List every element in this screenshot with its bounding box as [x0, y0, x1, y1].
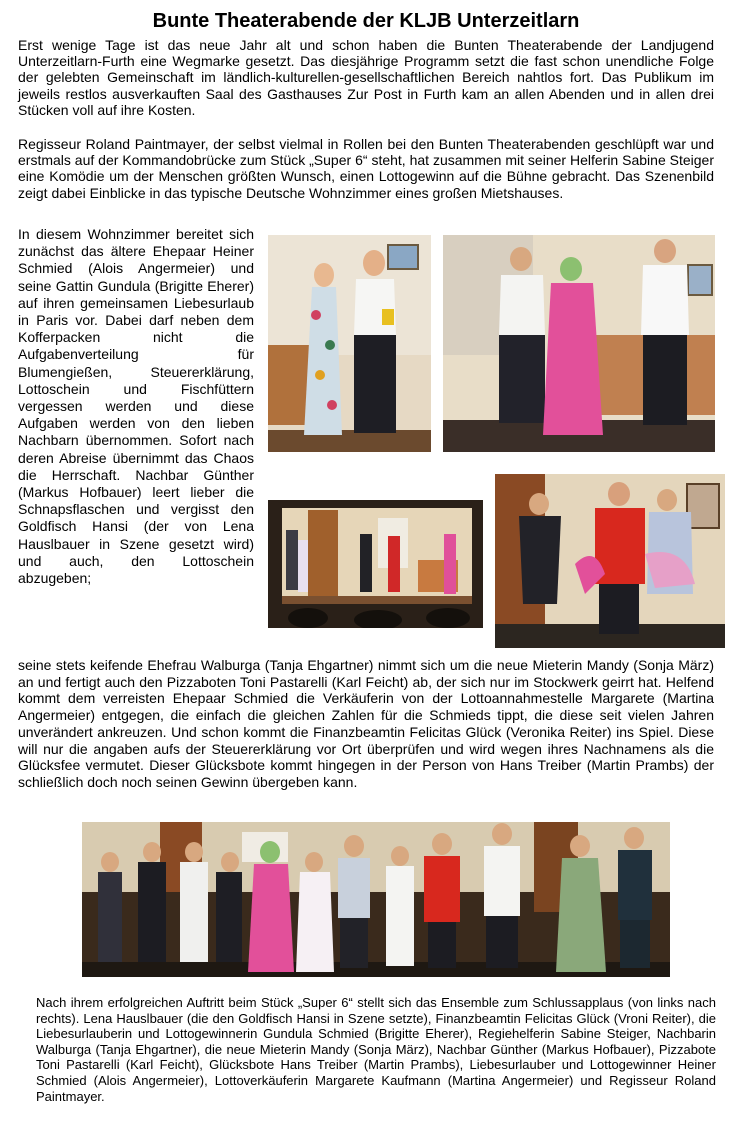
scene-couple-photo — [268, 235, 431, 452]
page-title: Bunte Theaterabende der KLJB Unterzeitlarn — [152, 10, 580, 32]
ensemble-caption: Nach ihrem erfolgreichen Auftritt beim Stück „Super 6“ stellt sich das Ensemble zum Schlussapplaus (von links nach rechts). Lena Hauslbauer (die den Goldfisch Hansi in Szene setzte), Finanzbeamtin Felicitas Glück (Vroni Reiter), die Liebesurlauberin und Lottogewinnerin Gundula Schmied (Brigitte Eherer), Regiehelferin Sabine Steiger, Nachbarin Walburga (Tanja Ehgartner), die neue Mieterin Mandy (Sonja März), Nachbar Günther (Markus Hofbauer), Pizzabote Toni Pastarelli (Karl Feicht), Glücksbote Hans Treiber (Martin Prambs), Liebesurlauber und Lottogewinner Heiner Schmied (Alois Angermeier), Lottoverkäuferin Margarete Kaufmann (Martina Angermeier) und Regisseur Roland Paintmayer. — [36, 995, 716, 1104]
director-paragraph: Regisseur Roland Paintmayer, der selbst vielmal in Rollen bei den Bunten Theaterabenden geschlüpft war und erstmals auf der Kommandobrücke zum Stück „Super 6“ steht, hat zusammen mit seiner Helferin Sabine Steiger eine Komödie um der Menschen größten Wunsch, einen Lottogewinn auf die Bühne gebracht. Das Szenenbild zeigt dabei Einblicke in das typische Deutsche Wohnzimmer eines großen Mietshauses. — [18, 136, 714, 201]
ensemble-curtain-call-photo — [82, 822, 670, 977]
intro-paragraph: Erst wenige Tage ist das neue Jahr alt und schon haben die Bunten Theaterabende der Landjugend Unterzeitlarn-Furth eine Wegmarke gesetzt. Das diesjährige Programm setzt die fast schon unendliche Folge der gelebten Gemeinschaft im ländlich-kulturellen-gesellschaftlichen Bereich nahtlos fort. Das Publikum im jeweils restlos ausverkauften Saal des Gasthauses Zur Post in Furth kam an allen Abenden und in allen drei Stücken voll auf ihre Kosten. — [18, 37, 714, 118]
scene-wide-stage-photo — [268, 500, 483, 628]
scene-group-action-photo — [495, 474, 725, 648]
scene-three-actors-photo — [443, 235, 715, 452]
plot-paragraph-continued: seine stets keifende Ehefrau Walburga (Tanja Ehgartner) nimmt sich um die neue Mieterin Mandy (Sonja März) an und fertigt auch den Pizzaboten Toni Pastarelli (Karl Feicht) ab, der sich nur im Stockwerk geirrt hat. Helfend kommt dem verreisten Ehepaar Schmied die Verkäuferin von der Lottoannahmestelle Margarete (Martina Angermeier) entgegen, die einfach die gleichen Zahlen für die Schmieds tippt, die diese seit vielen Jahren unverändert ankreuzen. Und schon kommt die Finanzbeamtin Felicitas Glück (Veronika Reiter) ins Spiel. Diese will nur die angaben aufs der Steuererklärung vor Ort überprüfen und wird wegen ihres Nachnamens als die Glücksfee vermutet. Dieser Glücksbote kommt hingegen in der Person von Hans Treiber (Martin Prambs) der schließlich doch noch seinen Gewinn übergeben kann. — [18, 657, 714, 790]
plot-paragraph-wrapped: In diesem Wohnzimmer bereitet sich zunächst das ältere Ehepaar Heiner Schmied (Alois Angermeier) und seine Gattin Gundula (Brigitte Eherer) auf ihren gemeinsamen Liebesurlaub in Paris vor. Dabei darf neben dem Kofferpacken nicht die Aufgabenverteilung für Blumengießen, Steuererklärung, Lottoschein und Fischfüttern vergessen werden und diese Aufgaben werden von den lieben Nachbarn übernommen. Sofort nach deren Abreise übernimmt das Chaos die Herrschaft. Nachbar Günther (Markus Hofbauer) leert lieber die Schnapsflaschen und vergisst den Goldfisch Hansi (der von Lena Hauslbauer in Szene gesetzt wird) und auch, den Lottoschein abzugeben; — [18, 226, 254, 587]
